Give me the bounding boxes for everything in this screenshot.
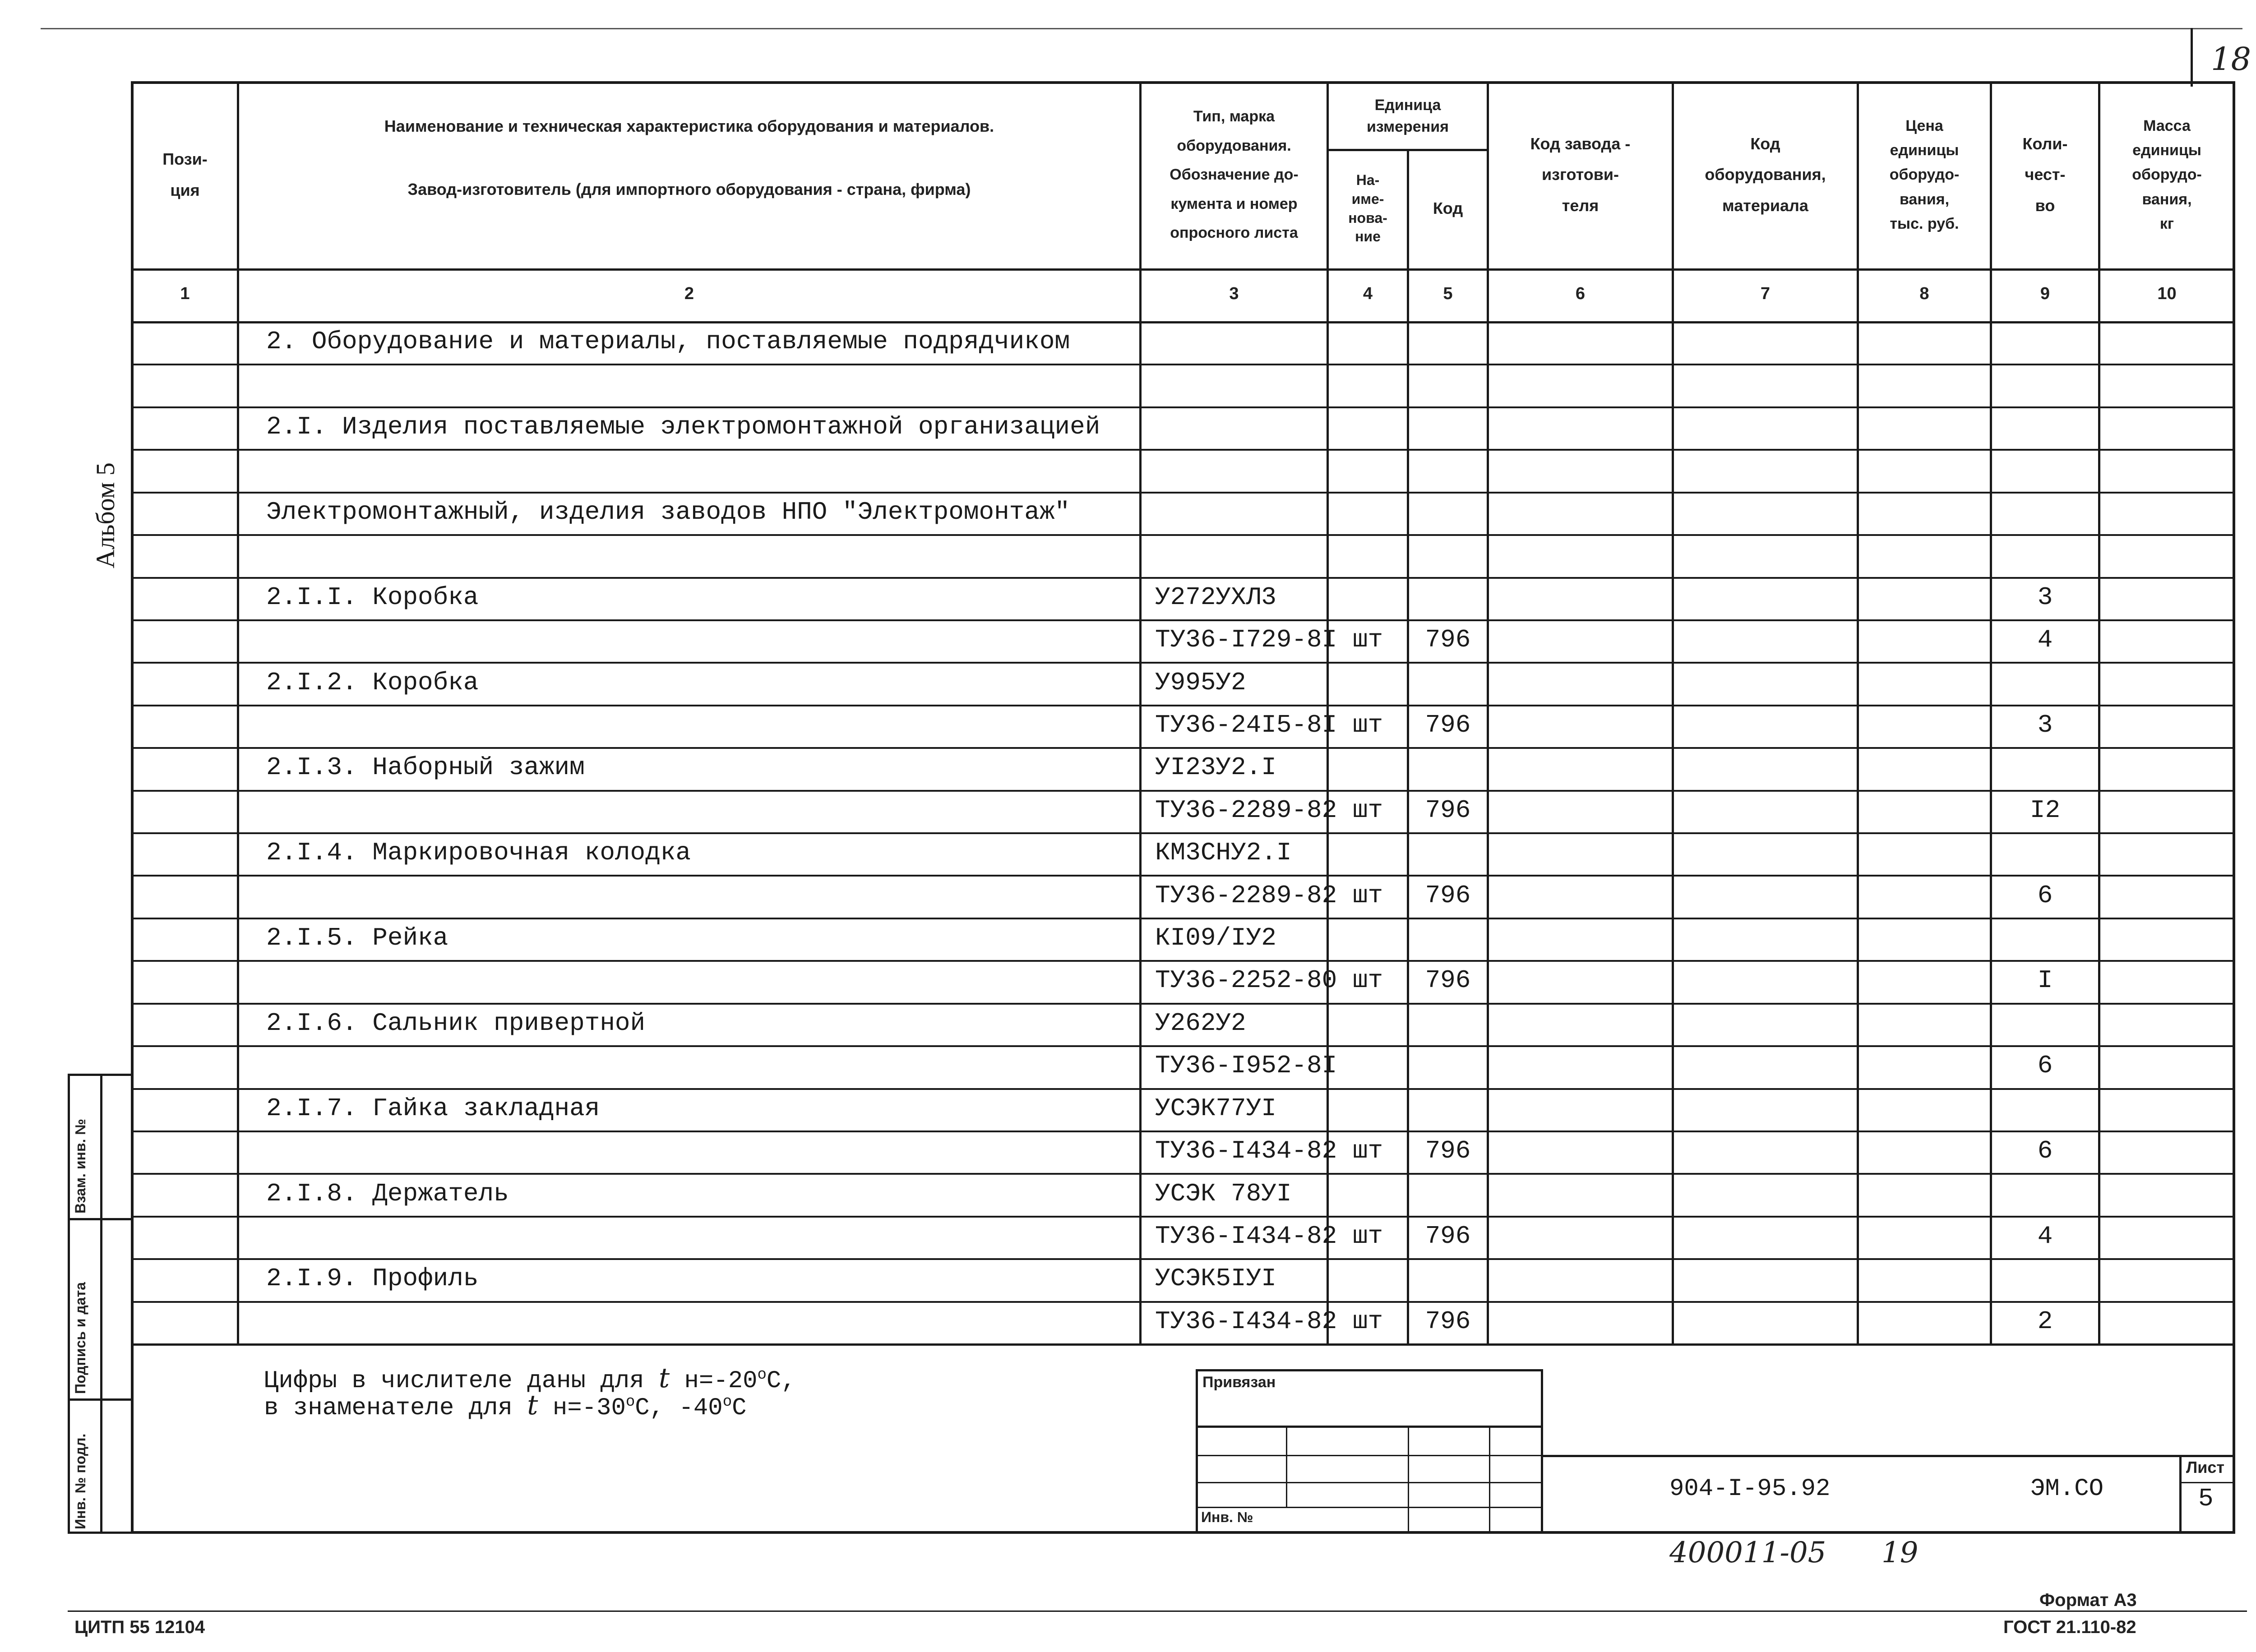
privyazan-label: Привязан [1202, 1374, 1276, 1391]
row-unit: шт [1352, 966, 1383, 995]
row-type: ТУ36-I729-8I [1155, 625, 1337, 654]
row-quantity: 2 [2037, 1307, 2053, 1336]
row-unit: шт [1352, 1307, 1383, 1336]
row-quantity: I [2037, 966, 2053, 995]
row-quantity: I2 [2029, 796, 2061, 825]
row-type: ТУ36-I952-8I [1155, 1051, 1337, 1080]
bottom-right-gost: ГОСТ 21.110-82 [2003, 1617, 2136, 1637]
row-name: 2.I.I. Коробка [266, 583, 479, 612]
row-code: 796 [1425, 711, 1471, 739]
side-inv-podl: Инв. № подл. [72, 1433, 88, 1529]
row-name: 2.I.4. Маркировочная колодка [266, 838, 691, 867]
row-type: КМ3СНУ2.I [1155, 838, 1292, 867]
row-quantity: 6 [2037, 1051, 2053, 1080]
row-code: 796 [1425, 1136, 1471, 1165]
colnum-7: 7 [1760, 284, 1771, 303]
footnote-line2: в знаменателе для t $н=-30^оС$, $-40^оС$ [264, 1389, 747, 1422]
row-type: ТУ36-I434-82 [1155, 1136, 1337, 1165]
album-label: Альбом 5 [91, 462, 120, 568]
colnum-4: 4 [1363, 284, 1373, 303]
row-code: 796 [1425, 881, 1471, 910]
row-code: 796 [1425, 1222, 1471, 1251]
top-rule [41, 28, 2242, 29]
footnote-line1: Цифры в числителе даны для t $н=-20^оС$, [264, 1362, 796, 1395]
row-type: У272УХЛ3 [1155, 583, 1276, 612]
row-type: УСЭК5IУI [1155, 1264, 1276, 1293]
side-vzam: Взам. инв. № [72, 1119, 88, 1214]
header-name-line2: Завод-изготовитель (для импортного оборудования - страна, фирма) [407, 180, 971, 198]
row-name: 2.I.2. Коробка [266, 668, 479, 697]
corner-box-left [2191, 28, 2193, 87]
header-equipment-code: Код оборудования, материала [1705, 134, 1826, 215]
row-unit: шт [1352, 625, 1383, 654]
row-unit: шт [1352, 1222, 1383, 1251]
row-quantity: 4 [2037, 1222, 2053, 1251]
handwritten-page: 19 [1882, 1536, 1919, 1569]
colnum-1: 1 [180, 284, 190, 303]
header-maker-code: Код завода - изготови- теля [1530, 134, 1631, 215]
header-quantity: Коли- чест- во [2022, 134, 2068, 215]
header-unit-name: На- име- нова- ние [1348, 172, 1387, 245]
row-unit: шт [1352, 1136, 1383, 1165]
colnum-8: 8 [1919, 284, 1929, 303]
row-name: 2.I.5. Рейка [266, 923, 448, 952]
colnum-3: 3 [1229, 284, 1239, 303]
header-unit-code: Код [1433, 199, 1463, 218]
row-name: 2.I. Изделия поставляемые электромонтажной организацией [266, 412, 1100, 441]
colnum-10: 10 [2157, 284, 2177, 303]
row-code: 796 [1425, 966, 1471, 995]
header-unit-group: Единица измерения [1367, 96, 1449, 135]
row-name: 2.I.3. Наборный зажим [266, 753, 585, 782]
doc-code: ЭМ.СО [2030, 1475, 2104, 1503]
sheet-number: 5 [2198, 1484, 2214, 1513]
header-type: Тип, марка оборудования. Обозначение до- кумента и номер опросного листа [1170, 108, 1299, 242]
row-type: У995У2 [1155, 668, 1246, 697]
row-quantity: 6 [2037, 881, 2053, 910]
side-podpis: Подпись и дата [72, 1282, 88, 1394]
format-label: Формат А3 [2039, 1590, 2137, 1610]
row-code: 796 [1425, 625, 1471, 654]
row-unit: шт [1352, 796, 1383, 825]
row-unit: шт [1352, 881, 1383, 910]
row-unit: шт [1352, 711, 1383, 739]
row-type: ТУ36-24I5-8I [1155, 711, 1337, 739]
doc-number: 904-I-95.92 [1669, 1475, 1831, 1503]
inv-no-label: Инв. № [1201, 1509, 1253, 1525]
bottom-left-code: ЦИТП 55 12104 [74, 1617, 205, 1637]
row-quantity: 3 [2037, 711, 2053, 739]
row-name: 2.I.6. Сальник привертной [266, 1009, 646, 1038]
row-code: 796 [1425, 796, 1471, 825]
colnum-5: 5 [1443, 284, 1453, 303]
row-name: Электромонтажный, изделия заводов НПО "Электромонтаж" [266, 498, 1070, 526]
row-name: 2.I.9. Профиль [266, 1264, 479, 1293]
row-type: УСЭК77УI [1155, 1094, 1276, 1123]
colnum-9: 9 [2040, 284, 2050, 303]
row-type: КI09/IУ2 [1155, 923, 1276, 952]
header-mass: Масса единицы оборудо- вания, кг [2132, 117, 2202, 233]
colnum-2: 2 [684, 284, 694, 303]
header-position: Пози- ция [162, 150, 208, 199]
row-quantity: 3 [2037, 583, 2053, 612]
row-type: ТУ36-2289-82 [1155, 796, 1337, 825]
header-name-line1: Наименование и техническая характеристика оборудования и материалов. [384, 116, 994, 135]
row-type: ТУ36-I434-82 [1155, 1307, 1337, 1336]
row-name: 2. Оборудование и материалы, поставляемые подрядчиком [266, 327, 1070, 356]
row-type: У262У2 [1155, 1009, 1246, 1038]
row-quantity: 6 [2037, 1136, 2053, 1165]
row-type: УСЭК 78УI [1155, 1179, 1292, 1208]
sheet-corner-number: 18 [2211, 41, 2251, 78]
row-quantity: 4 [2037, 625, 2053, 654]
row-type: ТУ36-I434-82 [1155, 1222, 1337, 1251]
sheet-label: Лист [2186, 1458, 2225, 1477]
header-price: Цена единицы оборудо- вания, тыс. руб. [1889, 117, 1960, 233]
row-type: ТУ36-2252-80 [1155, 966, 1337, 995]
row-type: ТУ36-2289-82 [1155, 881, 1337, 910]
row-code: 796 [1425, 1307, 1471, 1336]
row-type: УI23У2.I [1155, 753, 1276, 782]
row-name: 2.I.7. Гайка закладная [266, 1094, 600, 1123]
handwritten-code: 400011-05 [1669, 1536, 1826, 1569]
colnum-6: 6 [1575, 284, 1586, 303]
row-name: 2.I.8. Держатель [266, 1179, 509, 1208]
